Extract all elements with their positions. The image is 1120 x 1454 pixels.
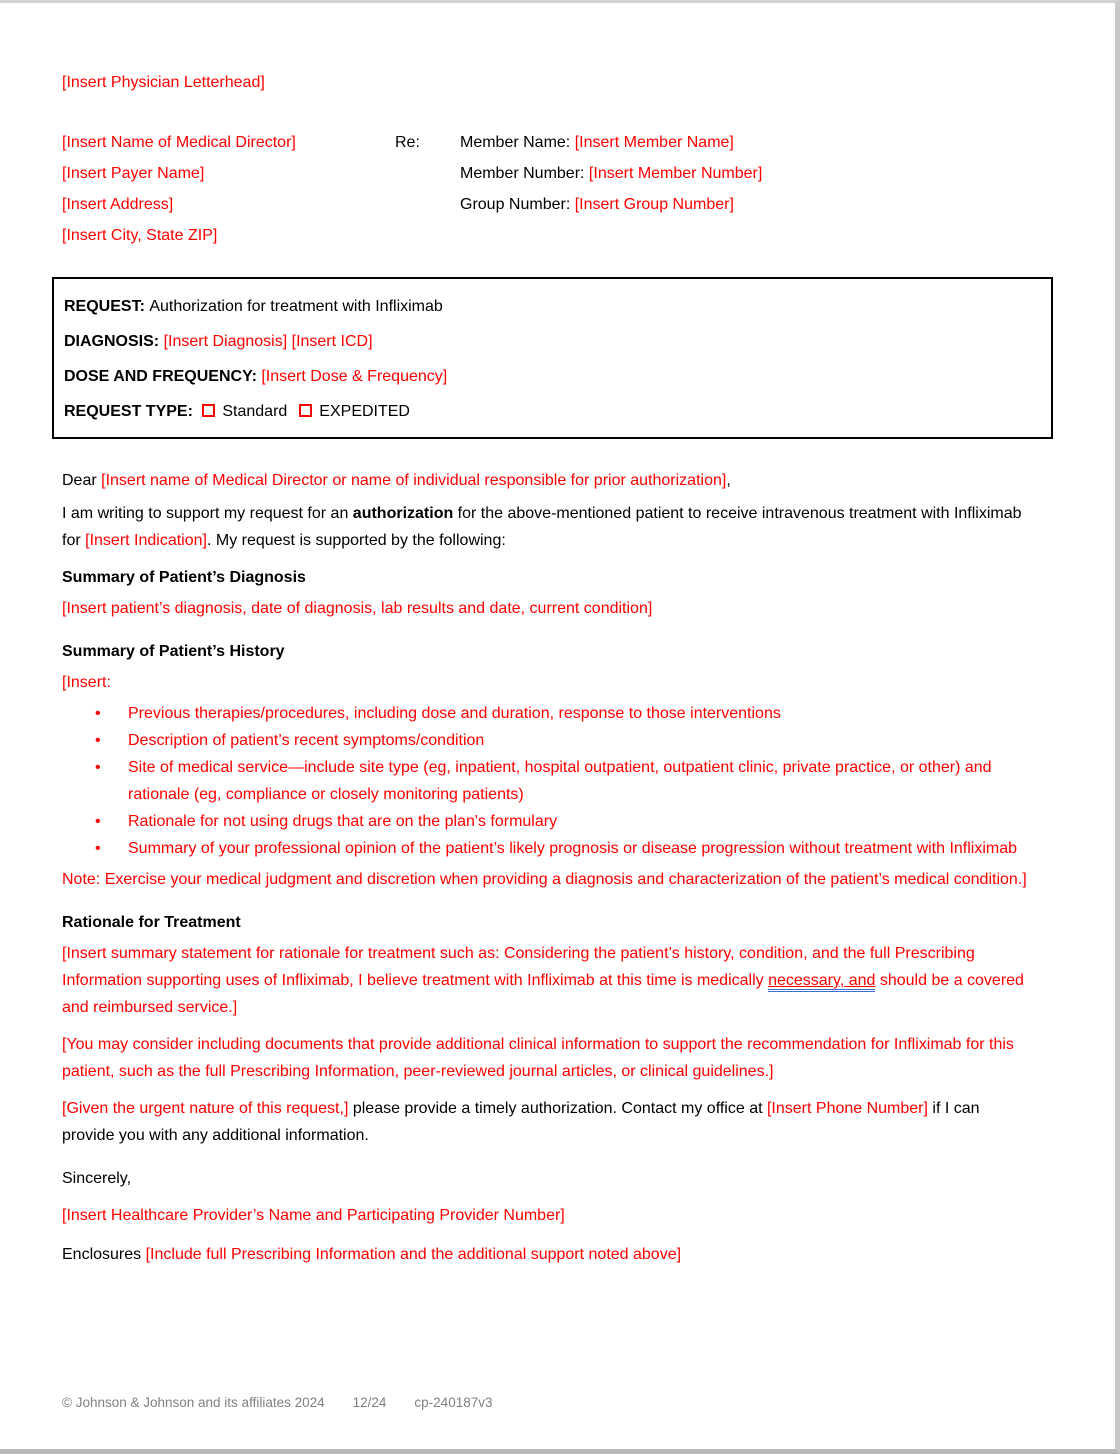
payer-name-placeholder: [Insert Payer Name] bbox=[62, 165, 205, 182]
expedited-option-label: EXPEDITED bbox=[319, 403, 410, 420]
rationale-text-1a: [Insert summary statement for rationale for treatment such as: Considering the patient’s history, condition, and the full Prescribing Information supporting uses of Infliximab, I believe treatment with Infliximab at this time is medically bbox=[62, 945, 975, 989]
history-note: Note: Exercise your medical judgment and discretion when providing a diagnosis and characterization of the patient’s medical condition.] bbox=[62, 871, 1027, 888]
member-number-placeholder: [Insert Member Number] bbox=[588, 165, 763, 182]
document-footer bbox=[62, 1395, 520, 1411]
closing-text-end: if I can provide you with any additional information. bbox=[62, 1100, 980, 1144]
physician-letterhead-placeholder: [Insert Physician Letterhead] bbox=[62, 74, 265, 91]
footer-version-code: cp-240187v3 bbox=[414, 1395, 493, 1410]
diagnosis-summary-heading: Summary of Patient’s Diagnosis bbox=[62, 569, 306, 586]
salutation-suffix: , bbox=[726, 472, 731, 489]
rationale-heading: Rationale for Treatment bbox=[62, 914, 241, 931]
member-name-placeholder: [Insert Member Name] bbox=[574, 134, 734, 151]
salutation-placeholder: [Insert name of Medical Director or name of individual responsible for prior authorization] bbox=[101, 472, 727, 489]
enclosures-line bbox=[62, 1241, 1035, 1268]
diagnosis-placeholder: [Insert Diagnosis] [Insert ICD] bbox=[163, 333, 373, 350]
standard-option-label: Standard bbox=[222, 403, 288, 420]
rationale-text-1b: should be a covered and reimbursed service.] bbox=[62, 972, 1024, 1016]
spacer bbox=[395, 158, 460, 189]
request-label: REQUEST: bbox=[64, 298, 150, 315]
enclosures-placeholder: [Include full Prescribing Information and the additional support noted above] bbox=[145, 1246, 682, 1263]
intro-text-3: . My request is supported by the following: bbox=[206, 532, 506, 549]
intro-paragraph bbox=[62, 500, 1035, 554]
spacer bbox=[395, 220, 460, 251]
history-summary-heading: Summary of Patient’s History bbox=[62, 643, 285, 660]
city-state-zip-placeholder: [Insert City, State ZIP] bbox=[62, 227, 218, 244]
member-name-row bbox=[460, 127, 1035, 158]
spacer bbox=[395, 189, 460, 220]
group-number-label: Group Number: bbox=[460, 196, 575, 213]
dose-frequency-placeholder: [Insert Dose & Frequency] bbox=[261, 368, 448, 385]
group-number-placeholder: [Insert Group Number] bbox=[574, 196, 734, 213]
salutation-prefix: Dear bbox=[62, 472, 102, 489]
rationale-paragraph-2: [You may consider including documents that provide additional clinical information to support the recommendation for Infliximab for this patient, such as the full Prescribing Information, peer-reviewed journal articles, or clinical guidelines.] bbox=[62, 1036, 1014, 1080]
standard-checkbox[interactable] bbox=[202, 404, 215, 417]
intro-authorization-bold: authorization bbox=[352, 505, 454, 522]
closing-paragraph bbox=[62, 1095, 1035, 1149]
member-name-label: Member Name: bbox=[460, 134, 575, 151]
dose-frequency-label: DOSE AND FREQUENCY: bbox=[64, 368, 262, 385]
member-number-row bbox=[460, 158, 1035, 189]
spacer bbox=[460, 220, 1035, 251]
salutation bbox=[62, 467, 1035, 494]
diagnosis-label: DIAGNOSIS: bbox=[64, 333, 164, 350]
history-insert-open: [Insert: bbox=[62, 674, 111, 691]
intro-text-1: I am writing to support my request for an bbox=[62, 505, 353, 522]
recipient-block bbox=[62, 127, 1035, 251]
phone-number-placeholder: [Insert Phone Number] bbox=[766, 1100, 928, 1117]
history-bullet-list bbox=[62, 700, 1035, 862]
provider-signature-placeholder: [Insert Healthcare Provider’s Name and Participating Provider Number] bbox=[62, 1207, 565, 1224]
member-number-label: Member Number: bbox=[460, 165, 589, 182]
request-type-label: REQUEST TYPE: bbox=[64, 403, 198, 420]
medical-director-placeholder: [Insert Name of Medical Director] bbox=[62, 134, 296, 151]
request-summary-box bbox=[52, 277, 1053, 439]
enclosures-label: Enclosures bbox=[62, 1246, 146, 1263]
expedited-checkbox[interactable] bbox=[299, 404, 312, 417]
closing-text-mid: please provide a timely authorization. Contact my office at bbox=[348, 1100, 767, 1117]
diagnosis-line bbox=[64, 324, 1041, 359]
history-bullet-formulary-rationale: • Rationale for not using drugs that are on the plan's formulary bbox=[62, 808, 1035, 835]
footer-copyright: © Johnson & Johnson and its affiliates 2024 bbox=[62, 1395, 325, 1410]
dose-frequency-line bbox=[64, 359, 1041, 394]
history-bullet-recent-symptoms: • Description of patient’s recent symptoms/condition bbox=[62, 727, 1035, 754]
history-bullet-site-of-service: • Site of medical service—include site type (eg, inpatient, hospital outpatient, outpatient clinic, private practice, or other) and rationale (eg, compliance or closely monitoring patients) bbox=[62, 754, 1035, 808]
request-value: Authorization for treatment with Infliximab bbox=[149, 298, 443, 315]
history-bullet-prognosis-opinion: • Summary of your professional opinion of the patient’s likely prognosis or disease progression without treatment with Infliximab bbox=[62, 835, 1035, 862]
urgent-request-placeholder: [Given the urgent nature of this request,] bbox=[62, 1100, 349, 1117]
request-line bbox=[64, 289, 1041, 324]
diagnosis-summary-placeholder: [Insert patient’s diagnosis, date of diagnosis, lab results and date, current condition] bbox=[62, 600, 653, 617]
indication-placeholder: [Insert Indication] bbox=[85, 532, 207, 549]
address-placeholder: [Insert Address] bbox=[62, 196, 174, 213]
request-type-line bbox=[64, 394, 1041, 429]
intro-text-2: for the above-mentioned patient to receive intravenous treatment with Infliximab for bbox=[62, 505, 1022, 549]
rationale-paragraph-1 bbox=[62, 940, 1035, 1021]
history-bullet-previous-therapies: • Previous therapies/procedures, including dose and duration, response to those interventions bbox=[62, 700, 1035, 727]
re-label: Re: bbox=[395, 134, 420, 151]
sincerely-line: Sincerely, bbox=[62, 1170, 132, 1187]
footer-date-code: 12/24 bbox=[352, 1395, 387, 1410]
group-number-row bbox=[460, 189, 1035, 220]
grammar-check-underlined-text: necessary, and bbox=[768, 972, 875, 992]
